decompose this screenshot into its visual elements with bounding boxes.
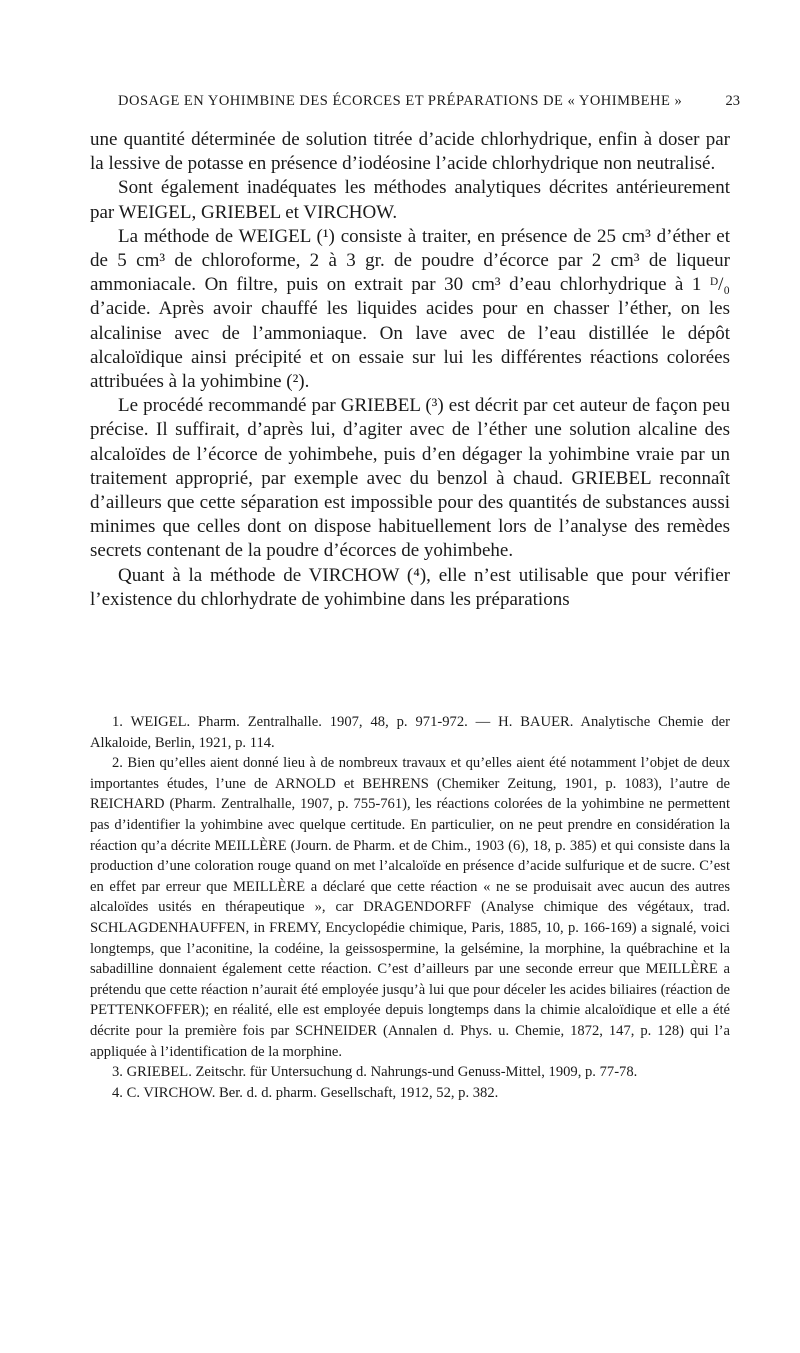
- footnote-2: 2. Bien qu’elles aient donné lieu à de nombreux travaux et qu’elles aient été notamment l’objet de deux importantes études, l’une de ARNOLD et BEHRENS (Chemiker Zeitung, 1901, p. 1083), l’autre de REICHARD (Pharm. Zentralhalle, 1907, p. 755-761), les réactions colorées de la yohimbine ne permettent pas d’identifier la yohimbine avec quelque certitude. En particulier, on ne peut prendre en considération la réaction qu’a décrite MEILLÈRE (Journ. de Pharm. et de Chim., 1903 (6), 18, p. 385) et qui consiste dans la production d’une coloration rouge quand on met l’alcaloïde en présence d’acide sulfurique et de sucre. C’est en effet par erreur que MEILLÈRE a déclaré que cette réaction « ne se produisait avec aucun des autres alcaloïdes usités en thérapeutique », car DRAGENDORFF (Analyse chimique des végétaux, trad. SCHLAGDENHAUFFEN, in FREMY, Encyclopédie chimique, Paris, 1885, 10, p. 166-169) a signalé, voici longtemps, que l’aconitine, la codéine, la geissospermine, la gelsémine, la morphine, la québrachine et la sabadilline donnaient également cette réaction. C’est d’ailleurs par une seconde erreur que MEILLÈRE a prétendu que cette réaction n’aurait été employée jusqu’à lui que pour déceler les acides biliaires (réaction de PETTENKOFFER); en réalité, elle est employée depuis longtemps dans la chimie alcaloïdique et elle a été décrite pour la première fois par SCHNEIDER (Annalen d. Phys. u. Chemie, 1872, 147, p. 128) qui l’a appliquée à l’identification de la morphine.: [90, 755, 730, 1060]
- running-head-title: DOSAGE EN YOHIMBINE DES ÉCORCES ET PRÉPARATIONS DE « YOHIMBEHE »: [118, 93, 683, 109]
- paragraph: une quantité déterminée de solution titrée d’acide chlorhydrique, enfin à doser par la lessive de potasse en présence d’iodéosine l’acide chlorhydrique non neutralisé.: [90, 129, 730, 175]
- paragraph: Le procédé recommandé par GRIEBEL (³) est décrit par cet auteur de façon peu précise. Il suffirait, d’après lui, d’agiter avec de l’éther une solution alcaline des alcaloïdes de l’écorce de yohimbehe, puis d’en dégager la yohimbine vraie par un traitement approprié, par exemple avec du benzol à chaud. GRIEBEL reconnaît d’ailleurs que cette séparation est impossible pour des quantités de substances aussi minimes que celles dont on dispose habituellement lors de l’analyse des remèdes secrets contenant de la poudre d’écorces de yohimbehe.: [90, 395, 730, 562]
- running-head: [118, 93, 740, 110]
- footnote-3: 3. GRIEBEL. Zeitschr. für Untersuchung d. Nahrungs-und Genuss-Mittel, 1909, p. 77-78.: [112, 1064, 638, 1081]
- footnotes: [90, 712, 730, 1103]
- paragraph: Sont également inadéquates les méthodes analytiques décrites antérieurement par WEIGEL, GRIEBEL et VIRCHOW.: [90, 177, 730, 223]
- footnote-1: 1. WEIGEL. Pharm. Zentralhalle. 1907, 48, p. 971-972. — H. BAUER. Analytische Chemie der Alkaloide, Berlin, 1921, p. 114.: [90, 714, 730, 751]
- body-text: [90, 128, 730, 612]
- paragraph: La méthode de WEIGEL (¹) consiste à traiter, en présence de 25 cm³ d’éther et de 5 cm³ de chloroforme, 2 à 3 gr. de poudre d’écorce par 2 cm³ de liqueur ammoniacale. On filtre, puis on extrait par 30 cm³ d’eau chlorhydrique à 1 ᴰ/₀ d’acide. Après avoir chauffé les liquides acides pour en chasser l’éther, on les alcalinise avec de l’ammoniaque. On lave avec de l’eau distillée le dépôt alcaloïdique ainsi précipité et on essaie sur lui les différentes réactions colorées attribuées à la yohimbine (²).: [90, 225, 730, 393]
- paragraph: Quant à la méthode de VIRCHOW (⁴), elle n’est utilisable que pour vérifier l’existence du chlorhydrate de yohimbine dans les préparations: [90, 564, 730, 610]
- footnote-4: 4. C. VIRCHOW. Ber. d. d. pharm. Gesellschaft, 1912, 52, p. 382.: [112, 1084, 499, 1101]
- page-number: 23: [725, 93, 740, 109]
